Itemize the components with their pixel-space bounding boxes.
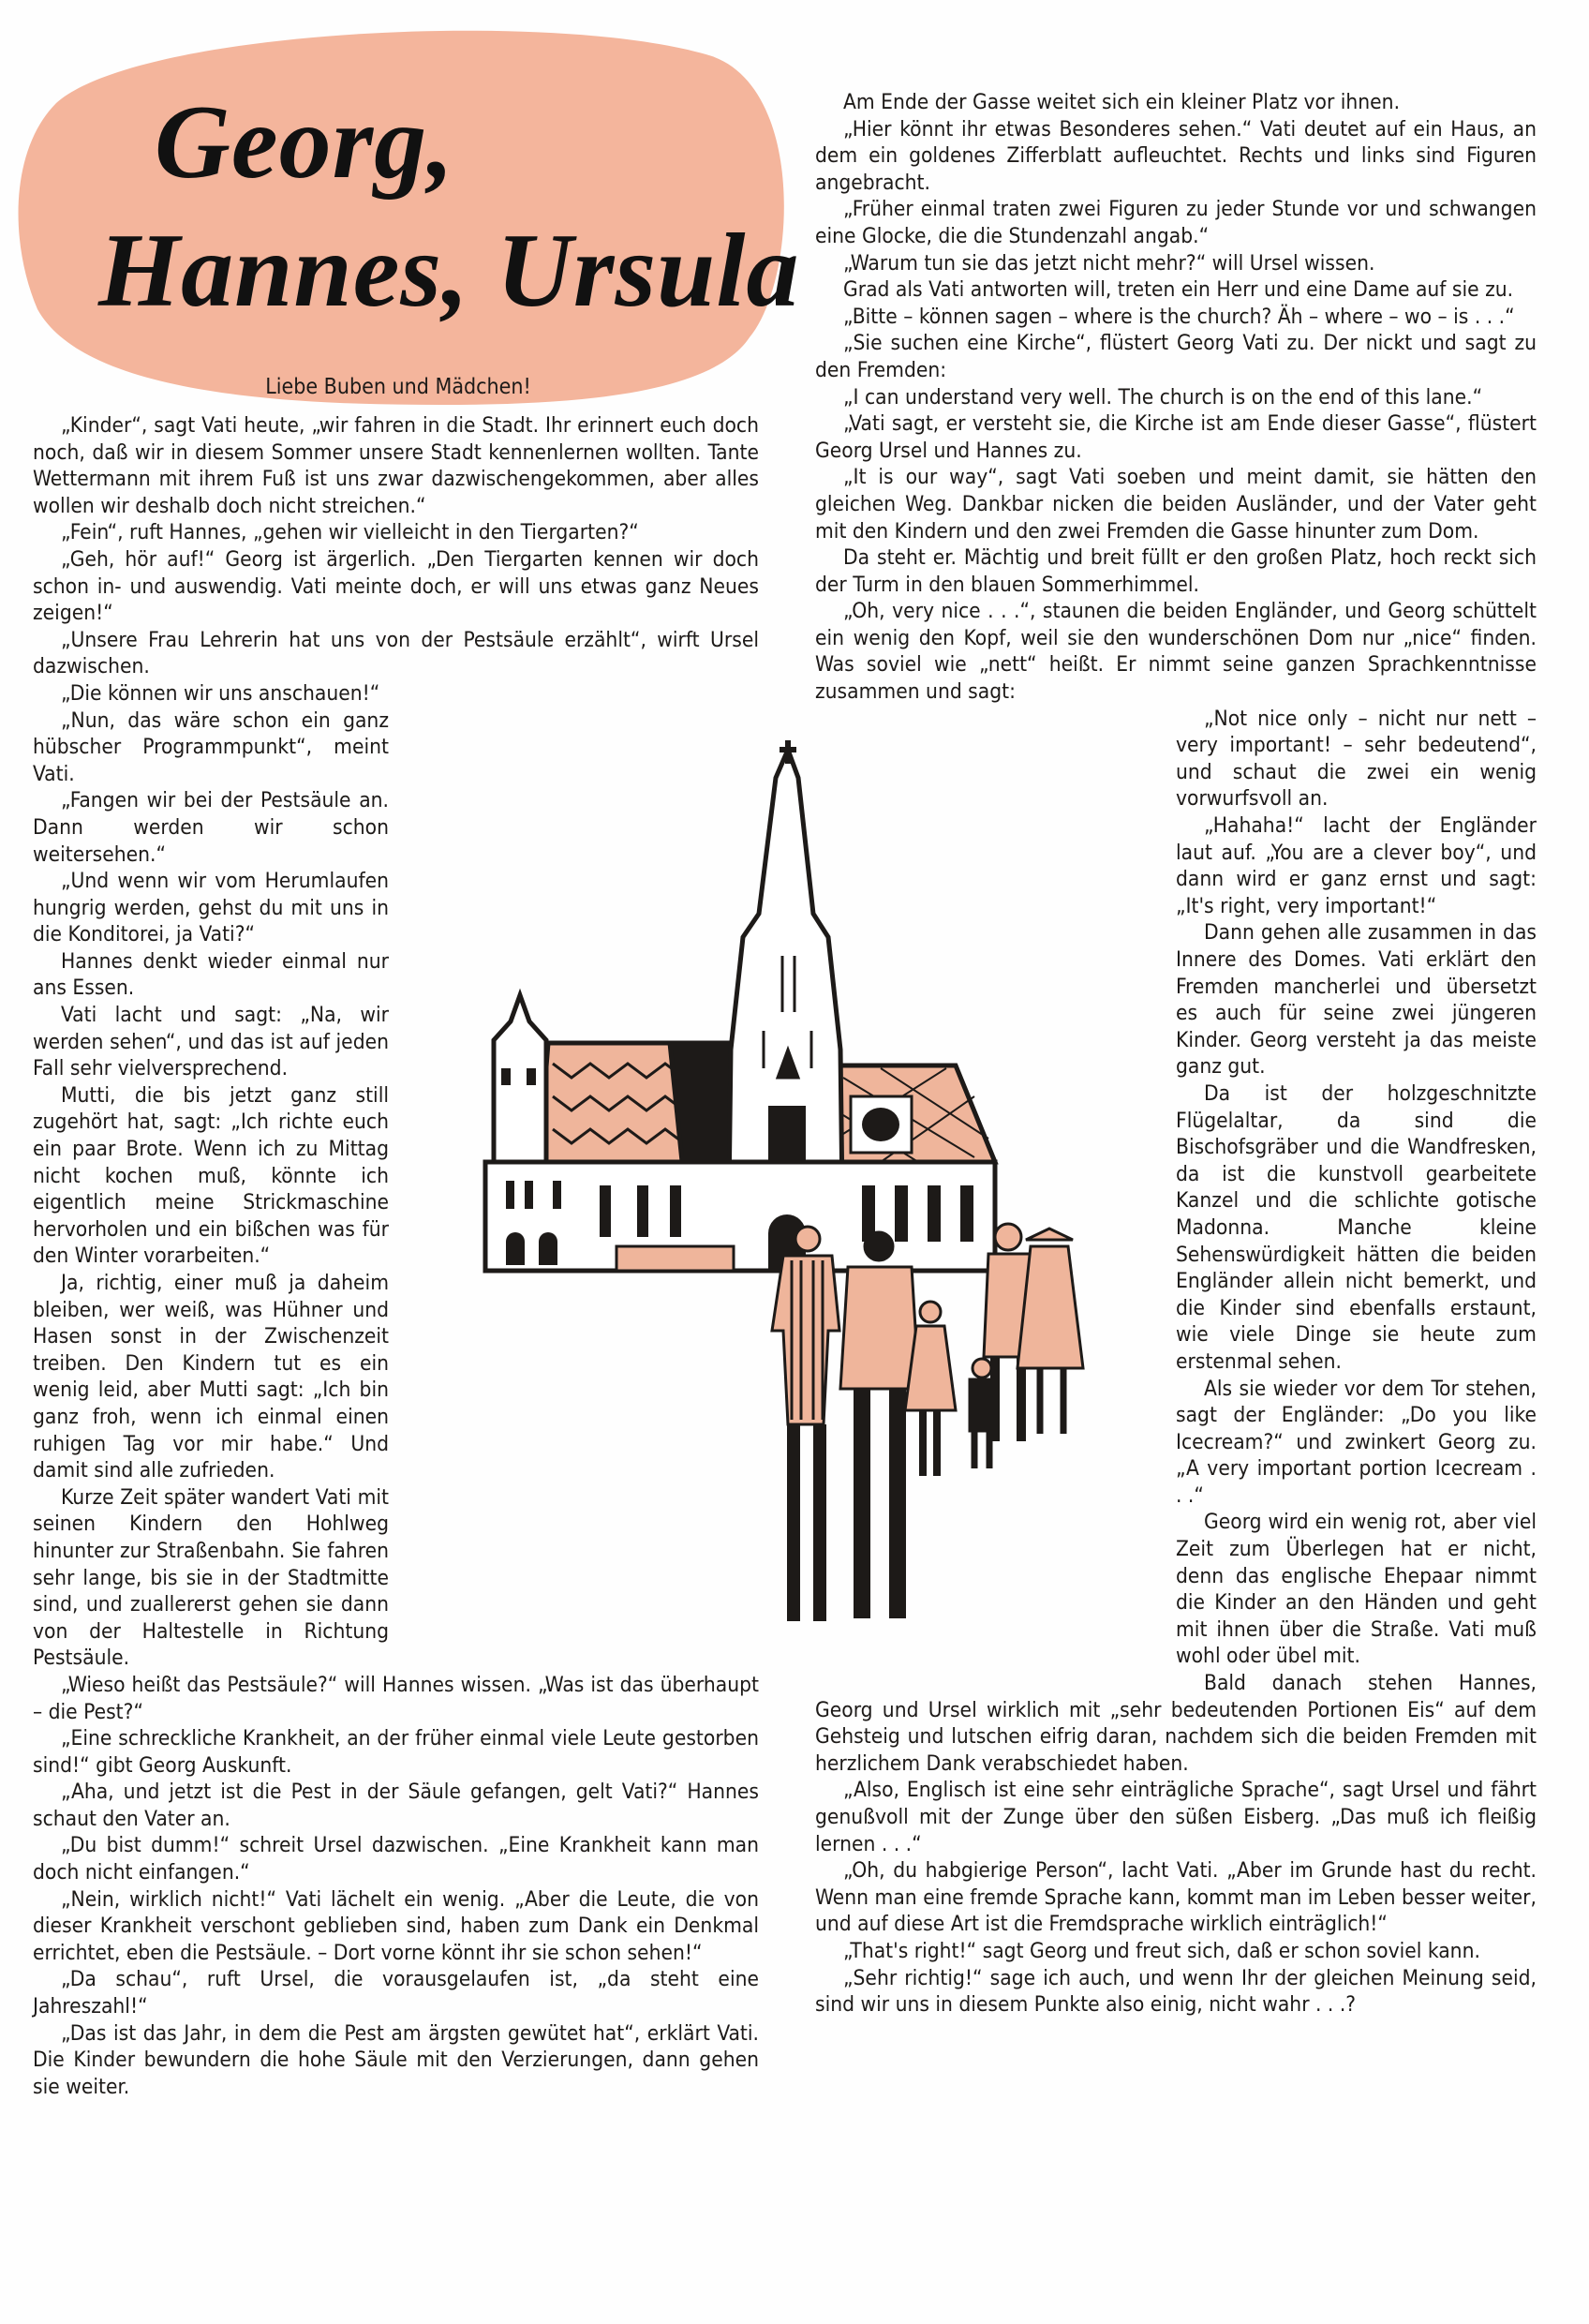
paragraph: „That's right!“ sagt Georg und freut sich, daß er schon soviel kann. <box>843 1938 1480 1963</box>
title-line-2: Hannes, Ursula <box>98 213 800 329</box>
paragraph: „Nun, das wäre schon ein ganz hübscher Programmpunkt“, meint Vati. <box>33 708 389 786</box>
paragraph: Da steht er. Mächtig und breit füllt er den großen Platz, hoch reckt sich der Turm in den blauen Sommerhimmel. <box>815 545 1537 597</box>
paragraph: Da ist der holzgeschnitzte Flügelaltar, da sind die Bischofsgräber und die Wandfresken, da ist die kunstvoll gearbeitete Kanzel und die schlichte gotische Madonna. Manche kleine Sehenswürdigkeit hätten die beiden Engländer allein nicht bemerkt, und die Kinder sind ebenfalls erstaunt, wie viele Dinge sie heute zum erstenmal sehen. <box>1176 1080 1537 1374</box>
paragraph: „Also, Englisch ist eine sehr einträgliche Sprache“, sagt Ursel und fährt genußvoll mit der Zunge über den süßen Eisberg. „Das muß ich fleißig lernen . . .“ <box>815 1778 1537 1856</box>
paragraph: „Sie suchen eine Kirche“, flüstert Georg Vati zu. Der nickt und sagt zu den Fremden: <box>815 331 1537 382</box>
paragraph: „Fein“, ruft Hannes, „gehen wir vielleicht in den Tiergarten?“ <box>61 520 639 545</box>
paragraph: Hannes denkt wieder einmal nur ans Essen. <box>33 948 389 1001</box>
paragraph: „Oh, du habgierige Person“, lacht Vati. „Aber im Grunde hast du recht. Wenn man eine fremde Sprache kann, kommt man im Leben besser weiter, und auf diese Art ist die Fremdsprache wirklich einträglich!“ <box>815 1858 1537 1937</box>
paragraph: Grad als Vati antworten will, treten ein Herr und eine Dame auf sie zu. <box>843 277 1514 303</box>
paragraph: „Das ist das Jahr, in dem die Pest am ärgsten gewütet hat“, erklärt Vati. Die Kinder bewundern die hohe Säule mit den Verzierungen, dann gehen sie weiter. <box>33 2020 759 2099</box>
paragraph: „Unsere Frau Lehrerin hat uns von der Pestsäule erzählt“, wirft Ursel dazwischen. <box>33 627 759 679</box>
paragraph: „Wieso heißt das Pestsäule?“ will Hannes wissen. „Was ist das überhaupt – die Pest?“ <box>33 1672 759 1724</box>
paragraph: „Geh, hör auf!“ Georg ist ärgerlich. „Den Tiergarten kennen wir doch schon in- und auswendig. Vati meinte doch, er will uns etwas ganz Neues zeigen!“ <box>33 546 759 626</box>
paragraph: „Du bist dumm!“ schreit Ursel dazwischen. „Eine Krankheit kann man doch nicht einfangen.“ <box>33 1833 759 1885</box>
paragraph: „Aha, und jetzt ist die Pest in der Säule gefangen, gelt Vati?“ Hannes schaut den Vater an. <box>33 1780 759 1831</box>
paragraph: Bald danach stehen Hannes, Georg und Ursel wirklich mit „sehr bedeutenden Portionen Eis“ auf dem Gehsteig und lutschen eifrig daran, nachdem sich die beiden Fremden mit herzlichem Dank verabschiedet haben. <box>815 1671 1537 1776</box>
paragraph: „Nein, wirklich nicht!“ Vati lächelt ein wenig. „Aber die Leute, die von dieser Krankheit verschont geblieben sind, haben zum Dank ein Denkmal errichtet, eben die Pestsäule. – Dort vorne könnt ihr sie schon sehen!“ <box>33 1886 759 1965</box>
left-column <box>33 412 759 2100</box>
paragraph: „Da schau“, ruft Ursel, die vorausgelaufen ist, „da steht eine Jahreszahl!“ <box>33 1967 759 2019</box>
right-column <box>815 89 1537 2019</box>
paragraph: „I can understand very well. The church is on the end of this lane.“ <box>843 384 1483 410</box>
paragraph: „Warum tun sie das jetzt nicht mehr?“ will Ursel wissen. <box>843 250 1375 276</box>
paragraph: Am Ende der Gasse weitet sich ein kleiner Platz vor ihnen. <box>843 90 1401 114</box>
paragraph: „Hier könnt ihr etwas Besonderes sehen.“ Vati deutet auf ein Haus, an dem ein goldenes Zifferblatt aufleuchtet. Rechts und links sind Figuren angebracht. <box>815 116 1537 195</box>
paragraph: „Früher einmal traten zwei Figuren zu jeder Stunde vor und schwangen eine Glocke, die die Stundenzahl angab.“ <box>815 197 1537 248</box>
title-line-1: Georg, <box>155 84 455 201</box>
paragraph: Kurze Zeit später wandert Vati mit seinen Kindern den Hohlweg hinunter zur Straßenbahn. Sie fahren sehr lange, bis sie in der Stadtmitte sind, und zuallererst gehen sie dann von der Haltestelle in Richtung Pestsäule. <box>33 1484 389 1671</box>
paragraph: „Bitte – können sagen – where is the church? Äh – where – wo – is . . .“ <box>843 304 1515 329</box>
paragraph: Georg wird ein wenig rot, aber viel Zeit zum Überlegen hat er nicht, denn das englische Ehepaar nimmt die Kinder an den Händen und geht mit ihnen über die Straße. Vati muß wohl oder übel mit. <box>1176 1510 1537 1669</box>
paragraph: „Not nice only – nicht nur nett – very important! – sehr bedeutend“, und schaut die zwei ein wenig vorwurfsvoll an. <box>1176 706 1537 812</box>
paragraph: Vati lacht und sagt: „Na, wir werden sehen“, und das ist auf jeden Fall sehr vielversprechend. <box>33 1003 389 1081</box>
paragraph: „Hahaha!“ lacht der Engländer laut auf. „You are a clever boy“, und dann wird er ganz ernst und sagt: „It's right, very important!“ <box>1176 813 1537 918</box>
paragraph: Dann gehen alle zusammen in das Innere des Domes. Vati erklärt den Fremden mancherlei und übersetzt es auch für seine zwei jüngeren Kinder. Georg versteht ja das meiste ganz gut. <box>1176 920 1537 1080</box>
subtitle: Liebe Buben und Mädchen! <box>265 375 531 399</box>
paragraph: Mutti, die bis jetzt ganz still zugehört hat, sagt: „Ich richte euch ein paar Brote. Wenn ich zu Mittag nicht kochen muß, könnte ich eigentlich meine Strickmaschine hervorholen und ein bißchen was für den Winter vorarbeiten.“ <box>33 1082 389 1269</box>
paragraph: „Fangen wir bei der Pestsäule an. Dann werden wir schon weitersehen.“ <box>33 788 389 867</box>
paragraph: „Kinder“, sagt Vati heute, „wir fahren in die Stadt. Ihr erinnert euch doch noch, daß wir in diesem Sommer unsere Stadt kennenlernen wollten. Tante Wettermann mit ihrem Fuß ist uns zwar dazwischengekommen, aber alles wollen wir deshalb doch nicht streichen.“ <box>33 413 759 518</box>
paragraph: „Oh, very nice . . .“, staunen die beiden Engländer, und Georg schüttelt ein wenig den Kopf, weil sie den wunderschönen Dom nur „nice“ finden. Was soviel wie „nett“ heißt. Er nimmt seine ganzen Sprachkenntnisse zusammen und sagt: <box>815 599 1537 705</box>
paragraph: „Eine schreckliche Krankheit, an der früher einmal viele Leute gestorben sind!“ gibt Georg Auskunft. <box>33 1726 759 1778</box>
paragraph: „Vati sagt, er versteht sie, die Kirche ist am Ende dieser Gasse“, flüstert Georg Ursel und Hannes zu. <box>815 411 1537 463</box>
paragraph: „Die können wir uns anschauen!“ <box>61 680 380 706</box>
paragraph: Als sie wieder vor dem Tor stehen, sagt der Engländer: „Do you like Icecream?“ und zwinkert Georg zu. „A very important portion Icecream . . .“ <box>1176 1376 1537 1508</box>
paragraph: „It is our way“, sagt Vati soeben und meint damit, sie hätten den gleichen Weg. Dankbar nicken die beiden Ausländer, und der Vater geht mit den Kindern und den zwei Fremden die Gasse hinunter zum Dom. <box>815 465 1537 544</box>
paragraph: Ja, richtig, einer muß ja daheim bleiben, wer weiß, was Hühner und Hasen sonst in der Zwischenzeit treiben. Den Kindern tut es ein wenig leid, aber Mutti sagt: „Ich bin ganz froh, wenn ich einmal einen ruhigen Tag vor mir habe.“ Und damit sind alle zufrieden. <box>33 1271 389 1483</box>
paragraph: „Sehr richtig!“ sage ich auch, und wenn Ihr der gleichen Meinung seid, sind wir uns in diesem Punkte also einig, nicht wahr . . .? <box>815 1965 1537 2018</box>
paragraph: „Und wenn wir vom Herumlaufen hungrig werden, gehst du mit uns in die Konditorei, ja Vati?“ <box>33 869 389 947</box>
